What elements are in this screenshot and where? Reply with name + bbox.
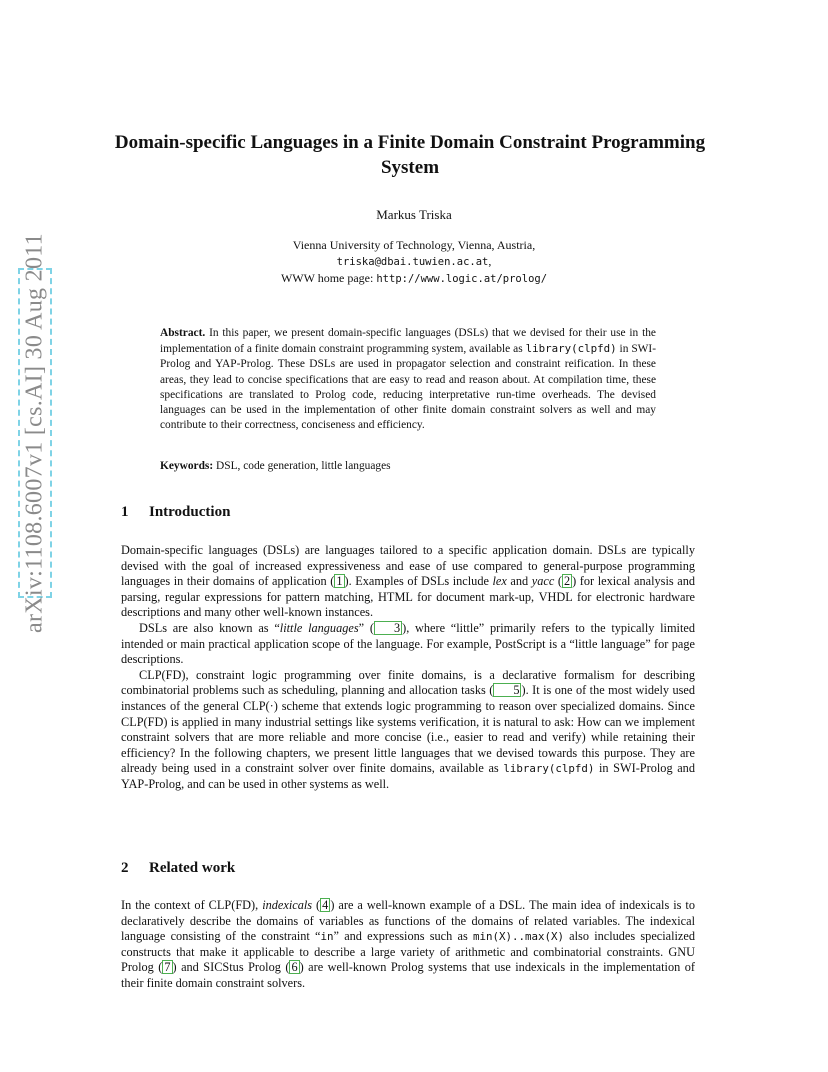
citation-link[interactable]: 3 — [374, 621, 402, 635]
section-heading-related-work — [121, 860, 235, 877]
keywords — [160, 460, 656, 472]
text-run: and — [506, 574, 532, 589]
section-heading-introduction — [121, 504, 230, 521]
abstract-code: library(clpfd) — [525, 342, 617, 356]
affiliation-block — [0, 237, 828, 287]
abstract-label: Abstract. — [160, 327, 206, 339]
text-run: ) and SICStus Prolog ( — [172, 960, 290, 975]
italic-text: lex — [492, 574, 507, 589]
text-run: CLP(FD), constraint logic programming over finite domains, is a declarative formalism for describing combinatorial problems such as scheduling, planning and allocation tasks ( — [121, 667, 695, 698]
text-run: DSLs are also known as “ — [139, 620, 280, 635]
email-line — [0, 253, 828, 270]
text-run: Domain-specific languages (DSLs) are languages tailored to a specific application domain. DSLs are typically devised with the goal of increased expressiveness and ease of use compared to general-purpose programming languages in their domains of application ( — [121, 543, 695, 589]
text-run: ” ( — [358, 620, 374, 635]
text-run: in SWI-Prolog and YAP-Prolog, and can be used in other systems as well. — [121, 761, 695, 791]
text-run: ) are a well-known example of a DSL. The main idea of indexicals is to declaratively describe the domains of variables as functions of the domains of related variables. The indexical language consisting of the constraint “ — [121, 898, 695, 944]
abstract-text-2: in SWI-Prolog and YAP-Prolog. These DSLs are used in propagator selection and constraint reification. In these areas, they lead to concise specifications that are easy to read and reason about. At compilation time, these specifications are translated to Prolog code, reducing interpretative run-time overheads. The devised languages can be used in the implementation of other finite domain constraint solvers as well and may contribute to their correctness, conciseness and efficiency. — [160, 343, 656, 432]
abstract — [160, 326, 656, 433]
keywords-label: Keywords: — [160, 460, 214, 472]
email-suffix: , — [488, 254, 492, 268]
inline-code: in — [320, 930, 334, 944]
text-run: also includes specialized constructs that make it applicable to describe a large variety of arithmetic and combinatorial constraints. GNU Prolog ( — [121, 929, 696, 975]
keywords-text: DSL, code generation, little languages — [213, 460, 391, 472]
affiliation-line: Vienna University of Technology, Vienna, Austria, — [292, 238, 536, 252]
paragraph — [121, 621, 695, 668]
section-number: 2 — [121, 860, 129, 876]
citation-link[interactable]: 7 — [164, 960, 171, 975]
italic-text: little languages — [279, 620, 359, 635]
paragraph — [121, 543, 695, 621]
paragraph — [121, 898, 695, 992]
text-run: ) are well-known Prolog systems that use indexicals in the implementation of their finite domain constraint solvers. — [121, 960, 695, 990]
paragraph — [121, 668, 695, 793]
citation-link[interactable]: 6 — [291, 960, 298, 975]
introduction-body — [121, 543, 695, 793]
citation-link[interactable]: 5 — [493, 683, 521, 697]
author-name: Markus Triska — [376, 207, 452, 222]
text-run: ( — [312, 898, 321, 912]
text-run: ). It is one of the most widely used instances of the general CLP(·) scheme that extends logic programming to reason over specialized domains. Since CLP(FD) is applied in many industrial settings like systems verification, it is natural to ask: How can we implement constraint solvers that are more reliable and more concise (i.e., easier to read and verify) while retaining their efficiency? In the following chapters, we present little languages that we devised towards this purpose. They are already being used in a constraint solver over finite domains, available as — [121, 683, 696, 776]
section-number: 1 — [121, 504, 129, 520]
italic-text: indexicals — [262, 898, 313, 912]
text-run: ” and expressions such as — [333, 929, 473, 944]
citation-link[interactable]: 1 — [336, 574, 343, 589]
citation-link[interactable]: 2 — [563, 574, 571, 589]
inline-code: library(clpfd) — [503, 762, 595, 776]
text-run: ), where “little” primarily refers to the typically limited intended or main practical application scope of the language. For example, PostScript is a “little language” for page descriptions. — [121, 620, 695, 667]
text-run: ). Examples of DSLs include — [344, 574, 493, 589]
text-run: ) for lexical analysis and parsing, regular expressions for pattern matching, HTML for document mark-up, VHDL for electronic hardware descriptions and many other well-known instances. — [121, 574, 695, 620]
citation-link[interactable]: 4 — [322, 898, 329, 912]
related-work-body — [121, 898, 695, 992]
inline-code: min(X)..max(X) — [472, 930, 564, 944]
email-link[interactable]: triska@dbai.tuwien.ac.at — [336, 256, 489, 268]
homepage-label: WWW home page: — [280, 271, 377, 285]
italic-text: yacc — [531, 574, 555, 589]
section-title: Introduction — [149, 504, 231, 520]
abstract-text-1: In this paper, we present domain-specific languages (DSLs) that we devised for their use in the implementation of a finite domain constraint programming system, available as — [160, 327, 656, 356]
homepage-line — [0, 270, 828, 287]
arxiv-stamp[interactable]: arXiv:1108.6007v1 [cs.AI] 30 Aug 2011 — [21, 233, 48, 633]
text-run: In the context of CLP(FD), — [121, 898, 263, 912]
paper-title: Domain-specific Languages in a Finite Domain Constraint Programming System — [114, 132, 706, 178]
homepage-link[interactable]: http://www.logic.at/prolog/ — [376, 273, 548, 285]
text-run: ( — [554, 574, 562, 589]
section-title: Related work — [149, 860, 236, 876]
